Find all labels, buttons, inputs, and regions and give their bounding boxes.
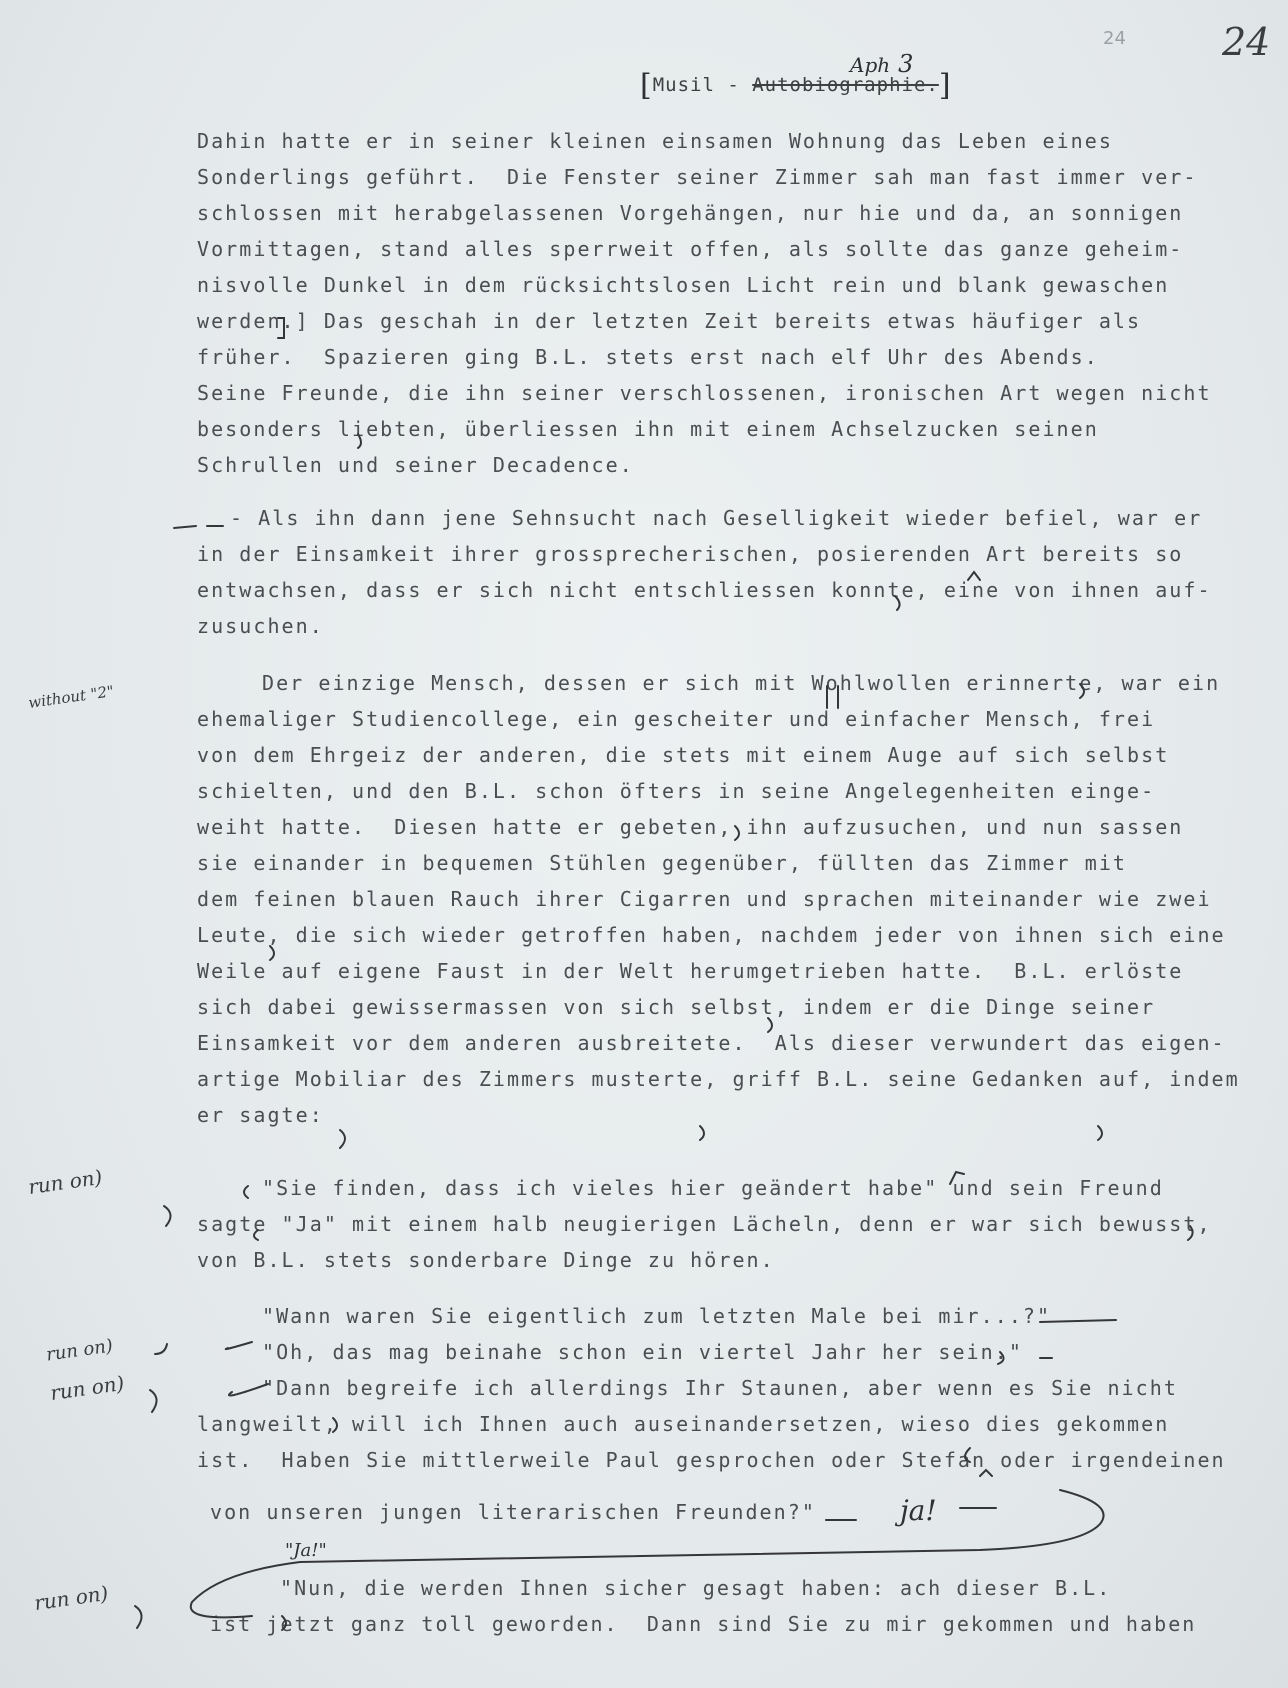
text-line: Weile auf eigene Faust in der Welt herumgetrieben hatte. B.L. erlöste [197, 959, 1184, 983]
text-line: Vormittagen, stand alles sperrweit offen, als sollte das ganze geheim- [197, 237, 1184, 261]
text-line: werden.] Das geschah in der letzten Zeit bereits etwas häufiger als [197, 309, 1142, 333]
text-line: "Oh, das mag beinahe schon ein viertel Jahr her sein." [262, 1340, 1023, 1364]
text-line: dem feinen blauen Rauch ihrer Cigarren und sprachen miteinander wie zwei [197, 887, 1212, 911]
text-line: Seine Freunde, die ihn seiner verschlossenen, ironischen Art wegen nicht [197, 381, 1212, 405]
text-line: zusuchen. [197, 614, 324, 638]
text-line: langweilt, will ich Ihnen auch auseinandersetzen, wieso dies gekommen [197, 1412, 1170, 1436]
text-line: von dem Ehrgeiz der anderen, die stets mit einem Auge auf sich selbst [197, 743, 1170, 767]
text-line: in der Einsamkeit ihrer grossprecherischen, posierenden Art bereits so [197, 542, 1184, 566]
text-line: schlossen mit herabgelassenen Vorgehängen, nur hie und da, an sonnigen [197, 201, 1184, 225]
text-line: - Als ihn dann jene Sehnsucht nach Geselligkeit wieder befiel, war er [230, 506, 1203, 530]
text-line: Dahin hatte er in seiner kleinen einsamen Wohnung das Leben eines [197, 129, 1113, 153]
ink-page-number: 24 [1222, 20, 1271, 64]
header-handwritten-correction: Aph 3 [850, 50, 914, 78]
text-line: ist jetzt ganz toll geworden. Dann sind Sie zu mir gekommen und haben [210, 1612, 1197, 1636]
text-line: "Wann waren Sie eigentlich zum letzten Male bei mir...?" [262, 1304, 1052, 1328]
text-line: ist. Haben Sie mittlerweile Paul gesprochen oder Stefan oder irgendeinen [197, 1448, 1226, 1472]
text-line: Der einzige Mensch, dessen er sich mit Wohlwollen erinnerte, war ein [262, 671, 1221, 695]
text-line: "Nun, die werden Ihnen sicher gesagt haben: ach dieser B.L. [280, 1576, 1112, 1600]
text-line: er sagte: [197, 1103, 324, 1127]
text-line: besonders liebten, überliessen ihn mit einem Achselzucken seinen [197, 417, 1099, 441]
text-line: Schrullen und seiner Decadence. [197, 453, 634, 477]
text-line: sich dabei gewissermassen von sich selbst, indem er die Dinge seiner [197, 995, 1156, 1019]
text-line: Einsamkeit vor dem anderen ausbreitete. Als dieser verwundert das eigen- [197, 1031, 1226, 1055]
text-line: "Dann begreife ich allerdings Ihr Staunen, aber wenn es Sie nicht [262, 1376, 1178, 1400]
text-line: weiht hatte. Diesen hatte er gebeten, ihn aufzusuchen, und nun sassen [197, 815, 1184, 839]
text-line: artige Mobiliar des Zimmers musterte, griff B.L. seine Gedanken auf, indem [197, 1067, 1240, 1091]
text-line: sagte "Ja" mit einem halb neugierigen Lächeln, denn er war sich bewusst, [197, 1212, 1212, 1236]
header-prefix: Musil - [652, 74, 753, 96]
text-line: "Sie finden, dass ich vieles hier geändert habe" und sein Freund [262, 1176, 1164, 1200]
margin-note: run on) [32, 1580, 110, 1616]
pencil-page-number: 24 [1103, 28, 1126, 49]
text-line: nisvolle Dunkel in dem rücksichtslosen Licht rein und blank gewaschen [197, 273, 1170, 297]
text-line: von unseren jungen literarischen Freunden?" [210, 1500, 816, 1524]
page-header: [Musil - Autobiographie.] [640, 68, 952, 103]
text-line: früher. Spazieren ging B.L. stets erst nach elf Uhr des Abends. [197, 345, 1099, 369]
text-line: Sonderlings geführt. Die Fenster seiner Zimmer sah man fast immer ver- [197, 165, 1198, 189]
text-line: entwachsen, dass er sich nicht entschliessen konnte, eine von ihnen auf- [197, 578, 1212, 602]
margin-note: run on) [44, 1335, 115, 1366]
text-line: ehemaliger Studiencollege, ein gescheiter und einfacher Mensch, frei [197, 707, 1156, 731]
text-line: sie einander in bequemen Stühlen gegenüber, füllten das Zimmer mit [197, 851, 1128, 875]
text-line: schielten, und den B.L. schon öfters in seine Angelegenheiten einge- [197, 779, 1156, 803]
handwritten-insert-ja-above: "Ja!" [285, 1540, 327, 1561]
header-struck-word: Autobiographie. [752, 74, 939, 96]
margin-note: without "2" [27, 682, 115, 712]
margin-note: run on) [48, 1370, 126, 1406]
handwritten-insert-ja: ja! [900, 1494, 937, 1527]
text-line: von B.L. stets sonderbare Dinge zu hören. [197, 1248, 775, 1272]
margin-note: run on) [26, 1164, 104, 1200]
text-line: Leute, die sich wieder getroffen haben, nachdem jeder von ihnen sich eine [197, 923, 1226, 947]
